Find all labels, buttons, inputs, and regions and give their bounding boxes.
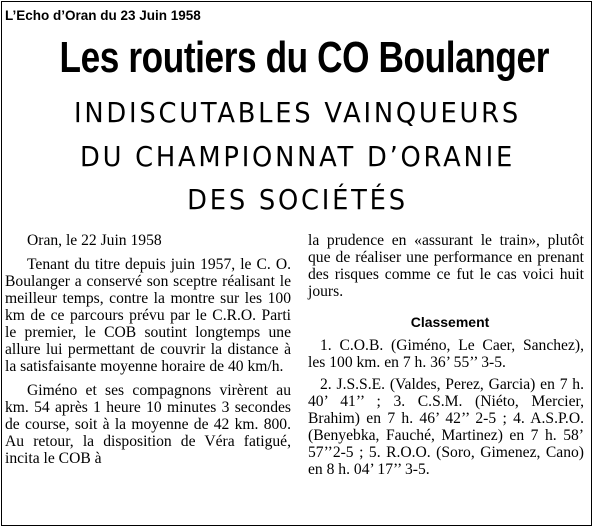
classement-heading: Classement	[410, 314, 490, 330]
result-entry: 2. J.S.S.E. (Valdes, Perez, Garcia) en 7 h. 40’ 41’’ ; 3. C.S.M. (Niéto, Mercier, Brahim) en 7 h. 46’ 42’’ 2-5 ; 4. A.S.P.O. (Benyebka, Fauché, Martinez) en 7 h. 58’ 57’’2-5 ; 5. R.O.O. (Soro, Gimenez, Cano) en 8 h. 04’ 17’’ 3-5.	[308, 376, 584, 478]
result-entry: 1. C.O.B. (Giméno, Le Caer, Sanchez), les 100 km. en 7 h. 36’ 55’’ 3-5.	[308, 337, 584, 371]
left-column	[5, 232, 291, 474]
right-column	[308, 232, 584, 483]
subtitle-line-2: DU CHAMPIONNAT D’ORANIE	[80, 140, 515, 173]
newspaper-source: L’Echo d’Oran du 23 Juin 1958	[5, 8, 201, 23]
headline: Les routiers du CO Boulanger	[59, 33, 549, 82]
subtitle-line-1: INDISCUTABLES VAINQUEURS	[74, 96, 521, 129]
article-paragraph-continued: la prudence en «assurant le train», plutôt que de réaliser une performance en prenant des risques comme ce fut le cas voici huit jours.	[308, 232, 584, 300]
article-paragraph: Tenant du titre depuis juin 1957, le C. O. Boulanger a conservé son sceptre réalisant le meilleur temps, contre la montre sur les 100 km de ce parcours prévu par le C.R.O. Parti le premier, le COB soutint longtemps une allure lui permettant de couvrir la distance à la satisfaisante moyenne horaire de 40 km/h.	[5, 256, 291, 375]
subtitle-line-3: DES SOCIÉTÉS	[187, 183, 408, 216]
dateline: Oran, le 22 Juin 1958	[27, 232, 162, 249]
article-paragraph: Giméno et ses compagnons virèrent au km. 54 après 1 heure 10 minutes 3 secondes de course, soit à la moyenne de 42 km. 800. Au retour, la disposition de Véra fatigué, incita le COB à	[5, 382, 291, 467]
